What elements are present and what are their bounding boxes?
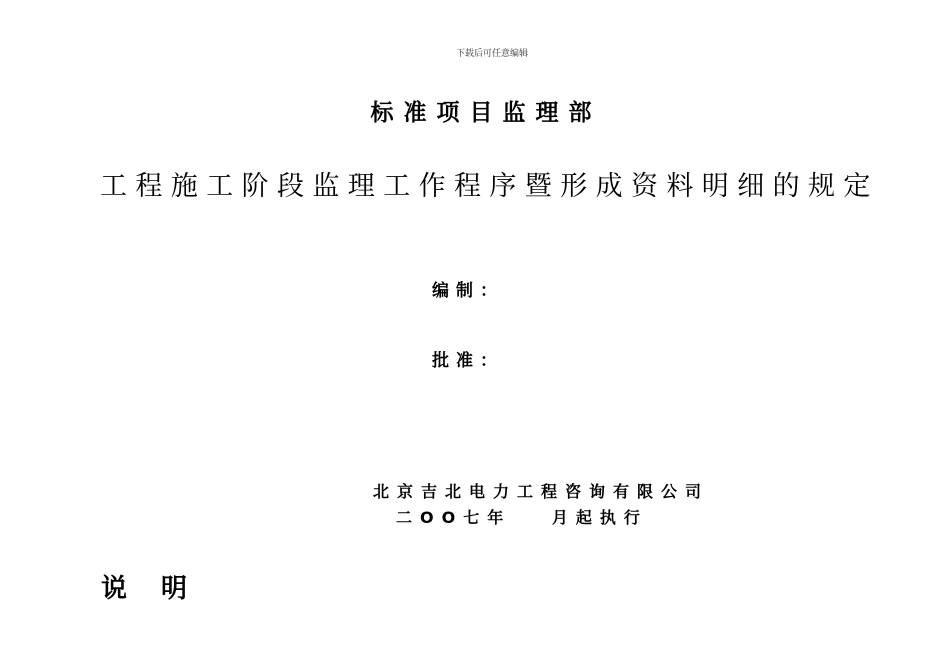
company-name: 北京吉北电力工程咨询有限公司 <box>373 482 710 501</box>
header-note: 下载后可任意编辑 <box>455 49 528 59</box>
section-heading-explanation: 说明 <box>101 574 222 604</box>
effective-date: 二OO七年 月起执行 <box>396 508 648 527</box>
compiled-by-label: 编制： <box>432 281 504 301</box>
department-title: 标准项目监理部 <box>370 100 602 126</box>
approved-by-label: 批准： <box>432 351 504 371</box>
document-title: 工程施工阶段监理工作程序暨形成资料明细的规定 <box>100 171 879 202</box>
